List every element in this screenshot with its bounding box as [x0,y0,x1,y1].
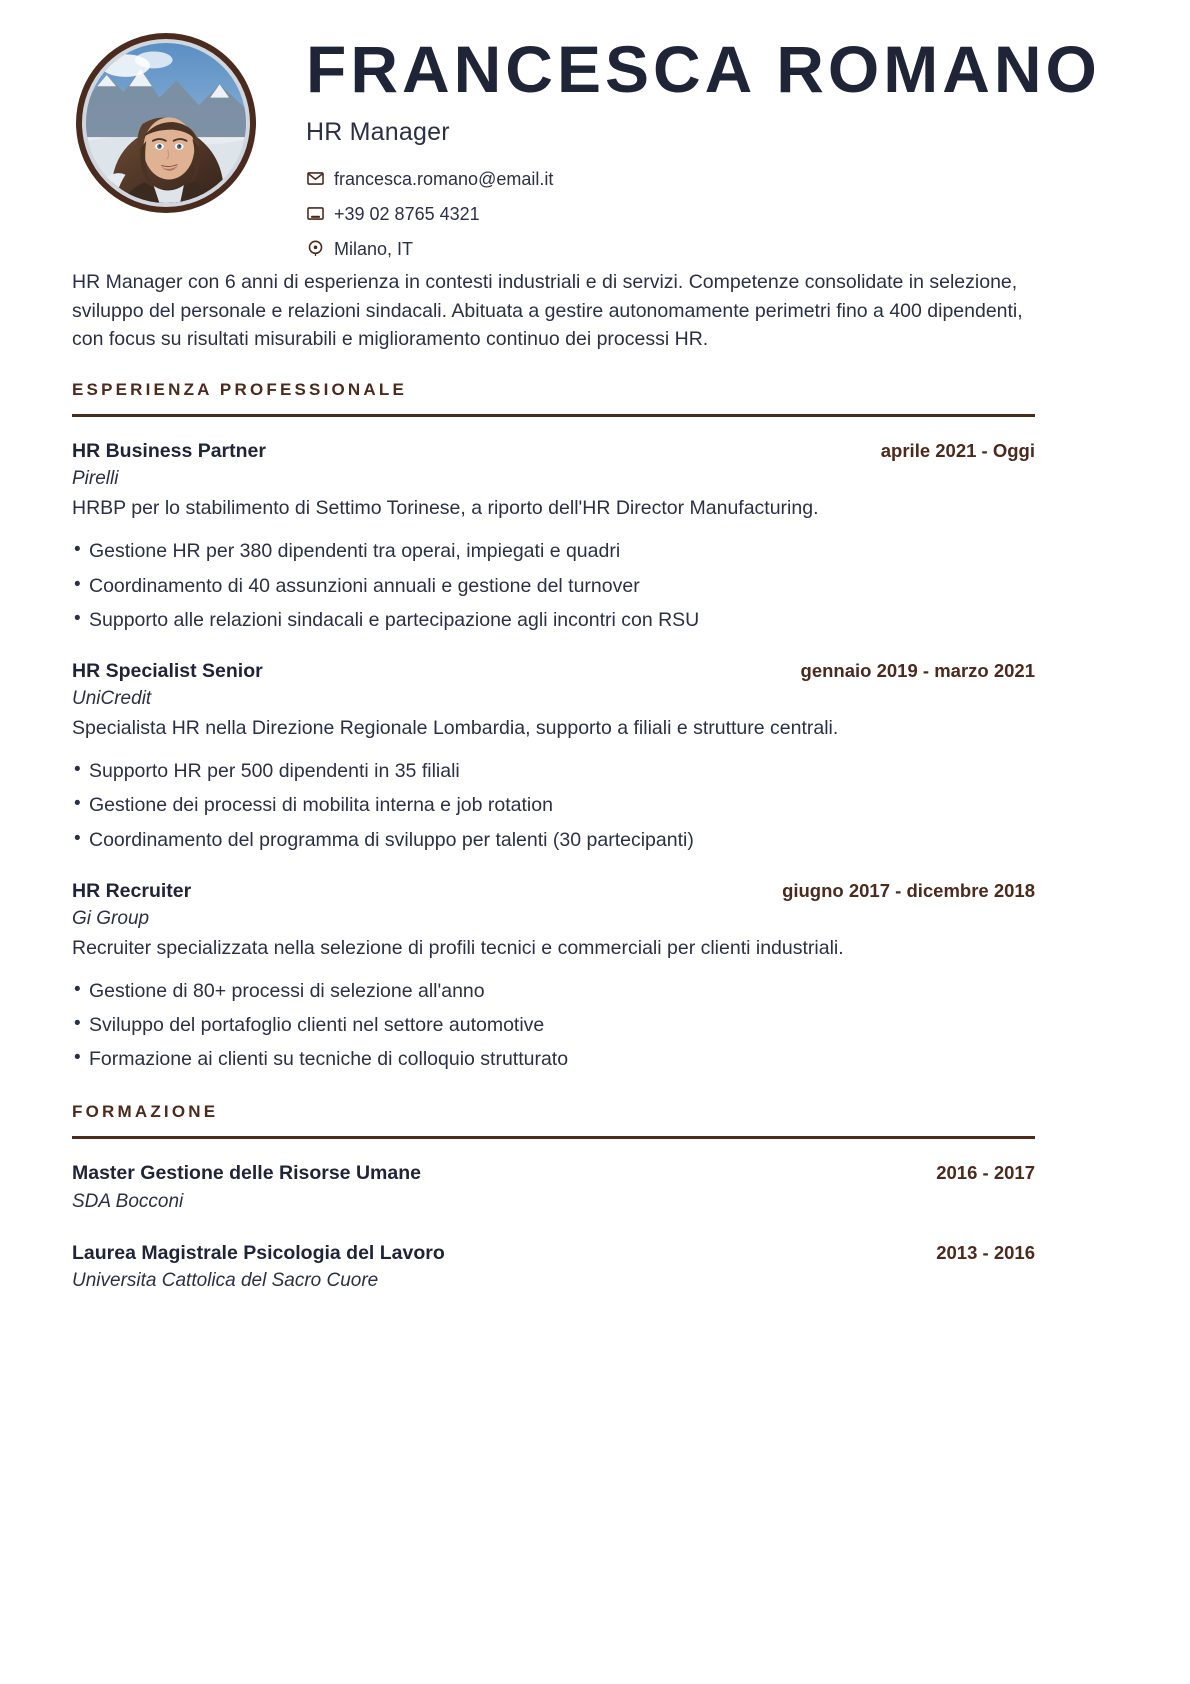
job-title: HR Manager [306,118,450,146]
contact-phone[interactable] [306,204,1190,223]
avatar [76,33,256,213]
experience-description: Recruiter specializzata nella selezione di profili tecnici e commerciali per clienti industriali. [72,936,844,959]
experience-company: Pirelli [72,468,119,490]
experience-role: HR Recruiter [72,879,192,902]
page-title: FRANCESCA ROMANO [306,32,1101,106]
location-pin-icon [306,239,325,258]
experience-date: gennaio 2019 - marzo 2021 [800,659,1035,681]
section-divider-education [72,1136,1035,1139]
list-item: • Supporto HR per 500 dipendenti in 35 filiali [72,758,1035,784]
contact-phone-value: +39 02 8765 4321 [334,203,480,224]
education-date: 2013 - 2016 [936,1241,1035,1263]
experience-entry-head [72,879,1035,903]
list-item: • Sviluppo del portafoglio clienti nel settore automotive [72,1012,1035,1038]
education-entry-head [72,1161,1035,1185]
section-divider-experience [72,414,1035,417]
contact-email-value: francesca.romano@email.it [334,168,554,189]
experience-date: aprile 2021 - Oggi [880,440,1035,461]
experience-description: Specialista HR nella Direzione Regionale Lombardia, supporto a filiali e strutture centrali. [72,716,839,739]
contact-email[interactable] [306,169,1190,188]
list-item: • Supporto alle relazioni sindacali e partecipazione agli incontri con RSU [72,607,1035,633]
experience-entry [72,659,1035,853]
experience-role: HR Business Partner [72,440,266,462]
section-title-education: FORMAZIONE [72,1102,219,1122]
header-text-block [306,32,1190,259]
experience-description: HRBP per lo stabilimento di Settimo Torinese, a riporto dell'HR Director Manufacturing. [72,497,819,520]
education-entry-head [72,1241,1035,1265]
phone-icon [306,204,325,223]
education-school: SDA Bocconi [72,1190,184,1212]
experience-company: Gi Group [72,908,150,929]
section-title-experience: ESPERIENZA PROFESSIONALE [72,380,407,399]
education-school: Universita Cattolica del Sacro Cuore [72,1269,379,1291]
profile-photo-illustration [86,43,246,203]
envelope-icon [306,169,325,188]
experience-entry-head [72,659,1035,683]
list-item: • Coordinamento del programma di sviluppo per talenti (30 partecipanti) [72,827,1035,853]
section-spacer [72,1072,1035,1102]
experience-entry [72,879,1035,1073]
experience-role: HR Specialist Senior [72,659,263,682]
education-entry [72,1161,1035,1213]
section-experience [72,380,1035,1072]
section-education [72,1102,1035,1292]
experience-bullets [72,758,1035,852]
contact-location[interactable] [306,239,1190,258]
experience-company: UniCredit [72,688,152,710]
experience-bullets [72,538,1035,632]
avatar-image [86,43,246,203]
education-entry [72,1241,1035,1293]
list-item: • Coordinamento di 40 assunzioni annuali e gestione del turnover [72,573,1035,599]
list-item: • Gestione di 80+ processi di selezione all'anno [72,978,1035,1004]
list-item: • Gestione HR per 380 dipendenti tra operai, impiegati e quadri [72,538,1035,564]
list-item: • Gestione dei processi di mobilita interna e job rotation [72,792,1035,818]
education-degree: Laurea Magistrale Psicologia del Lavoro [72,1241,445,1264]
education-degree: Master Gestione delle Risorse Umane [72,1162,421,1185]
experience-entry-head [72,439,1035,463]
experience-bullets [72,978,1035,1072]
resume-body [72,380,1035,1293]
contact-location-value: Milano, IT [334,238,414,259]
experience-entry [72,439,1035,633]
education-date: 2016 - 2017 [936,1162,1035,1184]
list-item: • Formazione ai clienti su tecniche di colloquio strutturato [72,1046,1035,1072]
experience-date: giugno 2017 - dicembre 2018 [782,879,1035,901]
contact-list [306,169,1190,258]
resume-header [0,0,1190,259]
profile-summary: HR Manager con 6 anni di esperienza in contesti industriali e di servizi. Competenze consolidate in selezione, sviluppo del personale e relazioni sindacali. Abituata a gestire autonomamente perimetri fino a 400 dipendenti, con focus su risultati misurabili e miglioramento continuo dei processi HR. [72,271,1023,351]
